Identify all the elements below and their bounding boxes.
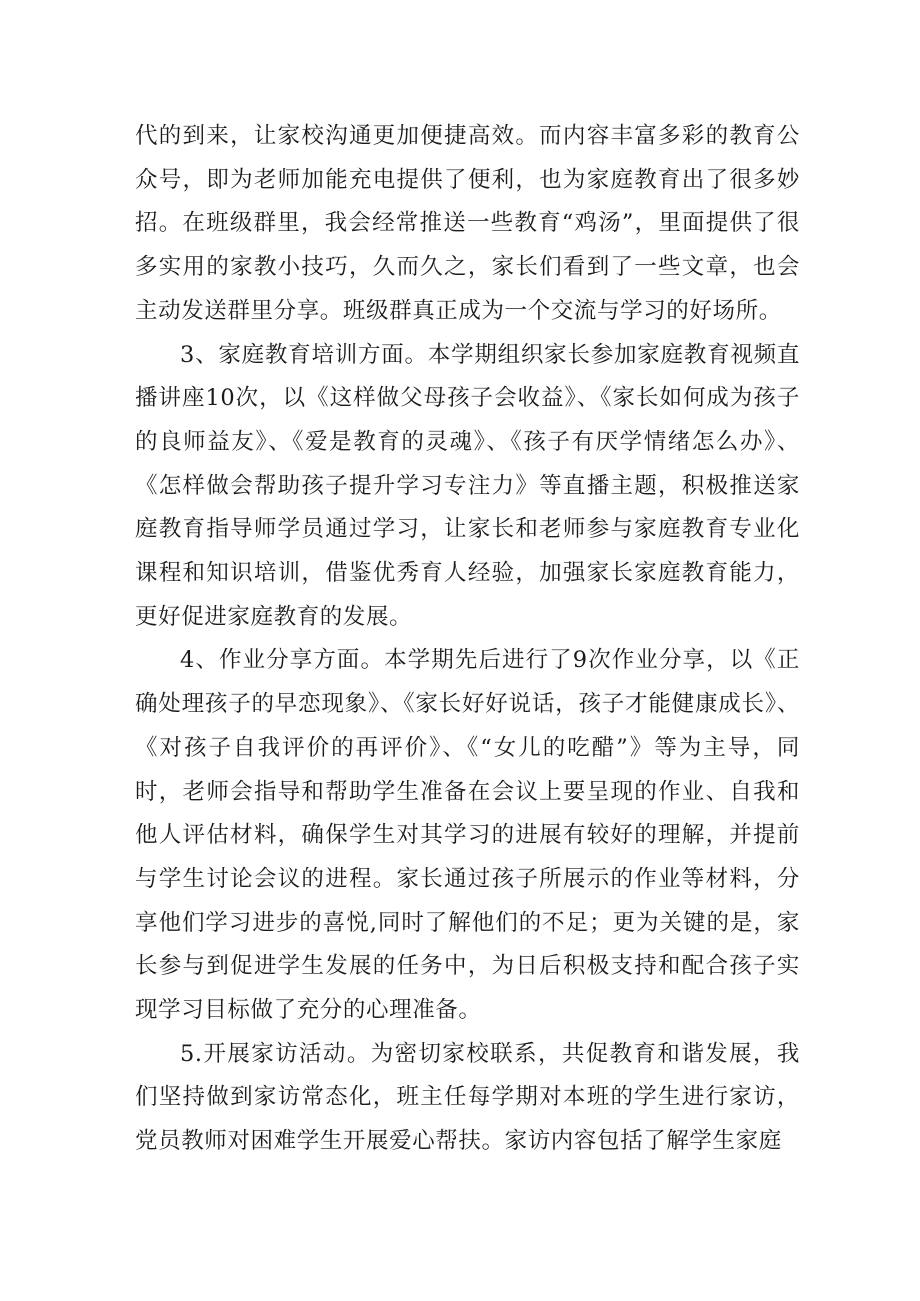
paragraph-family-education-training: 3、家庭教育培训方面。本学期组织家长参加家庭教育视频直播讲座10次，以《这样做父母孩子会收益》、《家长如何成为孩子的良师益友》、《爱是教育的灵魂》、《孩子有厌学情绪怎么办》、《怎样做会帮助孩子提升学习专注力》等直播主题，积极推送家庭教育指导师学员通过学习，让家长和老师参与家庭教育专业化课程和知识培训，借鉴优秀育人经验，加强家长家庭教育能力，更好促进家庭教育的发展。 xyxy=(135,341,800,630)
paragraph-home-visits: 5.开展家访活动。为密切家校联系，共促教育和谐发展，我们坚持做到家访常态化，班主任每学期对本班的学生进行家访，党员教师对困难学生开展爱心帮扶。家访内容包括了解学生家庭 xyxy=(135,1040,800,1155)
document-body xyxy=(135,115,800,1164)
paragraph-homework-sharing: 4、作业分享方面。本学期先后进行了9次作业分享，以《正确处理孩子的早恋现象》、《家长好好说话，孩子才能健康成长》、《对孩子自我评价的再评价》、《“女儿的吃醋”》等为主导，同时，老师会指导和帮助学生准备在会议上要呈现的作业、自我和他人评估材料，确保学生对其学习的进展有较好的理解，并提前与学生讨论会议的进程。家长通过孩子所展示的作业等材料，分享他们学习进步的喜悦,同时了解他们的不足；更为关键的是，家长参与到促进学生发展的任务中，为日后积极支持和配合孩子实现学习目标做了充分的心理准备。 xyxy=(135,647,800,1024)
paragraph-continuation: 代的到来，让家校沟通更加便捷高效。而内容丰富多彩的教育公众号，即为老师加能充电提供了便利，也为家庭教育出了很多妙招。在班级群里，我会经常推送一些教育“鸡汤”，里面提供了很多实用的家教小技巧，久而久之，家长们看到了一些文章，也会主动发送群里分享。班级群真正成为一个交流与学习的好场所。 xyxy=(135,123,800,324)
